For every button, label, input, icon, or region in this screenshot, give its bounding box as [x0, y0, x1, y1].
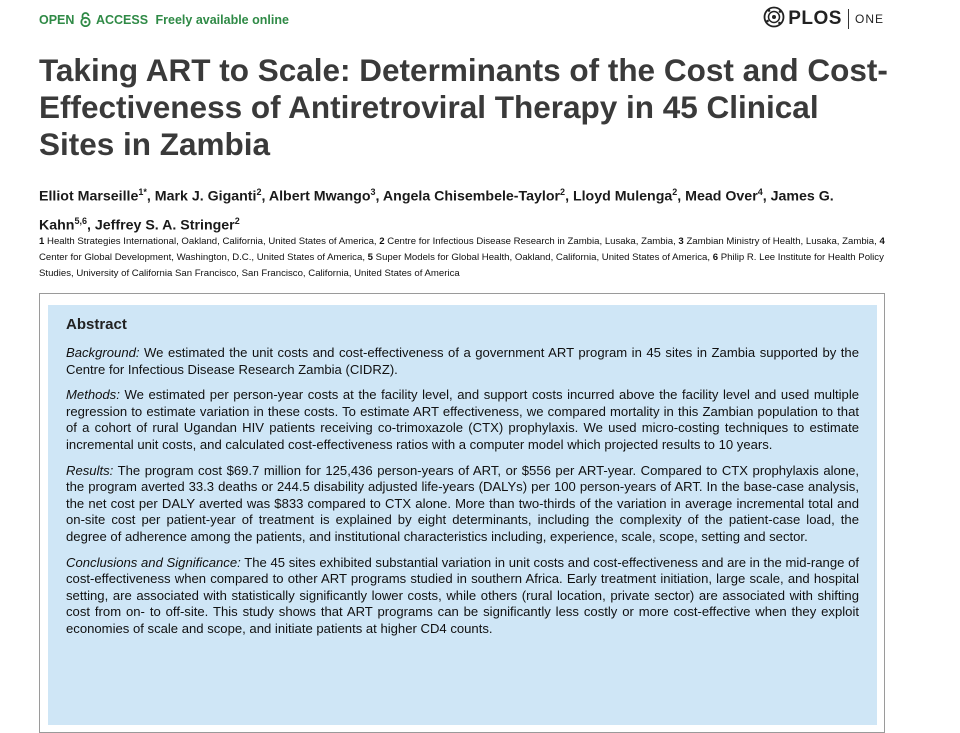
abstract-section-text: We estimated per person-year costs at the facility level, and support costs incurred above the facility level and used multiple regression to estimate variation in these costs. To estimate ART effectiveness, we compared mortality in this Zambian population to that of a cohort of rural Ugandan HIV patients receiving co-trimoxazole (CTX) prophylaxis. We used micro-costing techniques to estimate incremental unit costs, and calculated cost-effectiveness ratios with a computer model which projected results to 10 years.	[66, 387, 860, 452]
author-affiliation-mark: 1*	[138, 187, 147, 197]
affiliation-number: 3	[678, 236, 684, 247]
plos-logo-icon	[763, 6, 785, 33]
plos-one-logo	[763, 6, 884, 32]
author-name: Elliot Marseille	[39, 188, 139, 205]
affiliation-number: 5	[367, 252, 373, 263]
affiliation-number: 6	[712, 252, 719, 263]
author-affiliation-mark: 4	[757, 187, 763, 197]
author-name: Angela Chisembele-Taylor	[382, 188, 561, 205]
author-name: Mead Over	[685, 188, 758, 205]
author-separator: ,	[762, 188, 771, 205]
journal-one-label: ONE	[854, 12, 884, 26]
abstract-box	[48, 305, 877, 725]
abstract-section	[66, 463, 859, 546]
author-affiliation-mark: 2	[560, 187, 566, 197]
affiliation-text: Philip R. Lee Institute for Health Policy Studies, University of California San Francisco, San Francisco, California, United States of America	[39, 252, 884, 279]
abstract-section-label: Methods:	[66, 387, 120, 403]
abstract-section-label: Results:	[66, 462, 114, 478]
affiliation-text: Zambian Ministry of Health, Lusaka, Zambia,	[686, 236, 877, 247]
author-name: Lloyd Mulenga	[572, 188, 673, 205]
open-label: OPEN	[39, 13, 75, 27]
author-affiliation-mark: 3	[370, 187, 376, 197]
abstract-section	[66, 555, 859, 638]
author-affiliation-mark: 5,6	[74, 215, 87, 226]
abstract-section	[66, 387, 859, 453]
author-list	[39, 180, 889, 237]
author-separator: ,	[261, 188, 269, 205]
author-separator: ,	[86, 217, 95, 234]
author-name: Jeffrey S. A. Stringer	[94, 217, 235, 234]
affiliation-text: Super Models for Global Health, Oakland, California, United States of America,	[375, 252, 711, 263]
freely-available-label: Freely available online	[155, 13, 289, 27]
affiliation-number: 1	[39, 236, 45, 247]
affiliation-text: Health Strategies International, Oakland, California, United States of America,	[47, 236, 377, 247]
abstract-section	[66, 345, 859, 378]
author-name: Albert Mwango	[268, 188, 371, 205]
access-label: ACCESS	[95, 13, 149, 27]
author-separator: ,	[677, 188, 686, 205]
affiliation-text: Centre for Infectious Disease Research in Zambia, Lusaka, Zambia,	[387, 236, 676, 247]
author-name: Mark J. Giganti	[154, 188, 257, 205]
journal-header	[39, 6, 884, 32]
affiliation-number: 2	[379, 236, 385, 247]
affiliations	[39, 234, 889, 282]
abstract-section-text: The program cost $69.7 million for 125,436 person-years of ART, or $556 per ART-year. Compared to CTX prophylaxis alone, the program averted 33.3 deaths or 244.5 disability adjusted life-years (DALYs) per 100 person-years of ART. In the base-case analysis, the net cost per DALY averted was $833 compared to CTX alone. More than two-thirds of the variation in average incremental total and on-site cost per patient-year of treatment is explained by eight determinants, including the complexity of the patient-case load, the degree of adherence among the patients, and institutional characteristics including, experience, scale, scope, setting and sector.	[66, 462, 859, 544]
abstract-heading: Abstract	[66, 316, 127, 333]
author-separator: ,	[565, 188, 573, 205]
author-separator: ,	[375, 188, 383, 205]
abstract-section-label: Conclusions and Significance:	[66, 554, 241, 570]
author-separator: ,	[146, 188, 155, 205]
abstract-section-label: Background:	[66, 345, 140, 360]
abstract-section-text: The 45 sites exhibited substantial variation in unit costs and cost-effectiveness and are in the mid-range of cost-effectiveness when compared to other ART programs studied in southern Africa. Early treatment initiation, large scale, and hospital setting, are associated with statistically significantly lower costs, while others (rural location, private sector) are associated with shifting cost from on- to off-site. This study shows that ART programs can be significantly less costly or more cost-effective when they exploit economies of scale and scope, and initiate patients at higher CD4 counts.	[66, 554, 859, 636]
open-access-banner	[39, 12, 289, 30]
author-affiliation-mark: 2	[256, 187, 262, 197]
paper-title: Taking ART to Scale: Determinants of the Cost and Cost-Effectiveness of Antiretroviral Therapy in 45 Clinical Sites in Zambia	[39, 52, 888, 162]
author-affiliation-mark: 2	[672, 187, 678, 197]
open-access-lock-icon	[80, 12, 91, 30]
affiliation-number: 4	[879, 236, 885, 247]
affiliation-text: Center for Global Development, Washington, D.C., United States of America,	[39, 252, 365, 263]
author-affiliation-mark: 2	[234, 215, 240, 226]
author-name: James G. Kahn	[39, 188, 834, 234]
abstract-section-text: We estimated the unit costs and cost-effectiveness of a government ART program in 45 sites in Zambia supported by the Centre for Infectious Disease Research Zambia (CIDRZ).	[66, 345, 860, 377]
logo-divider	[848, 9, 849, 29]
plos-wordmark: PLOS	[788, 8, 842, 29]
